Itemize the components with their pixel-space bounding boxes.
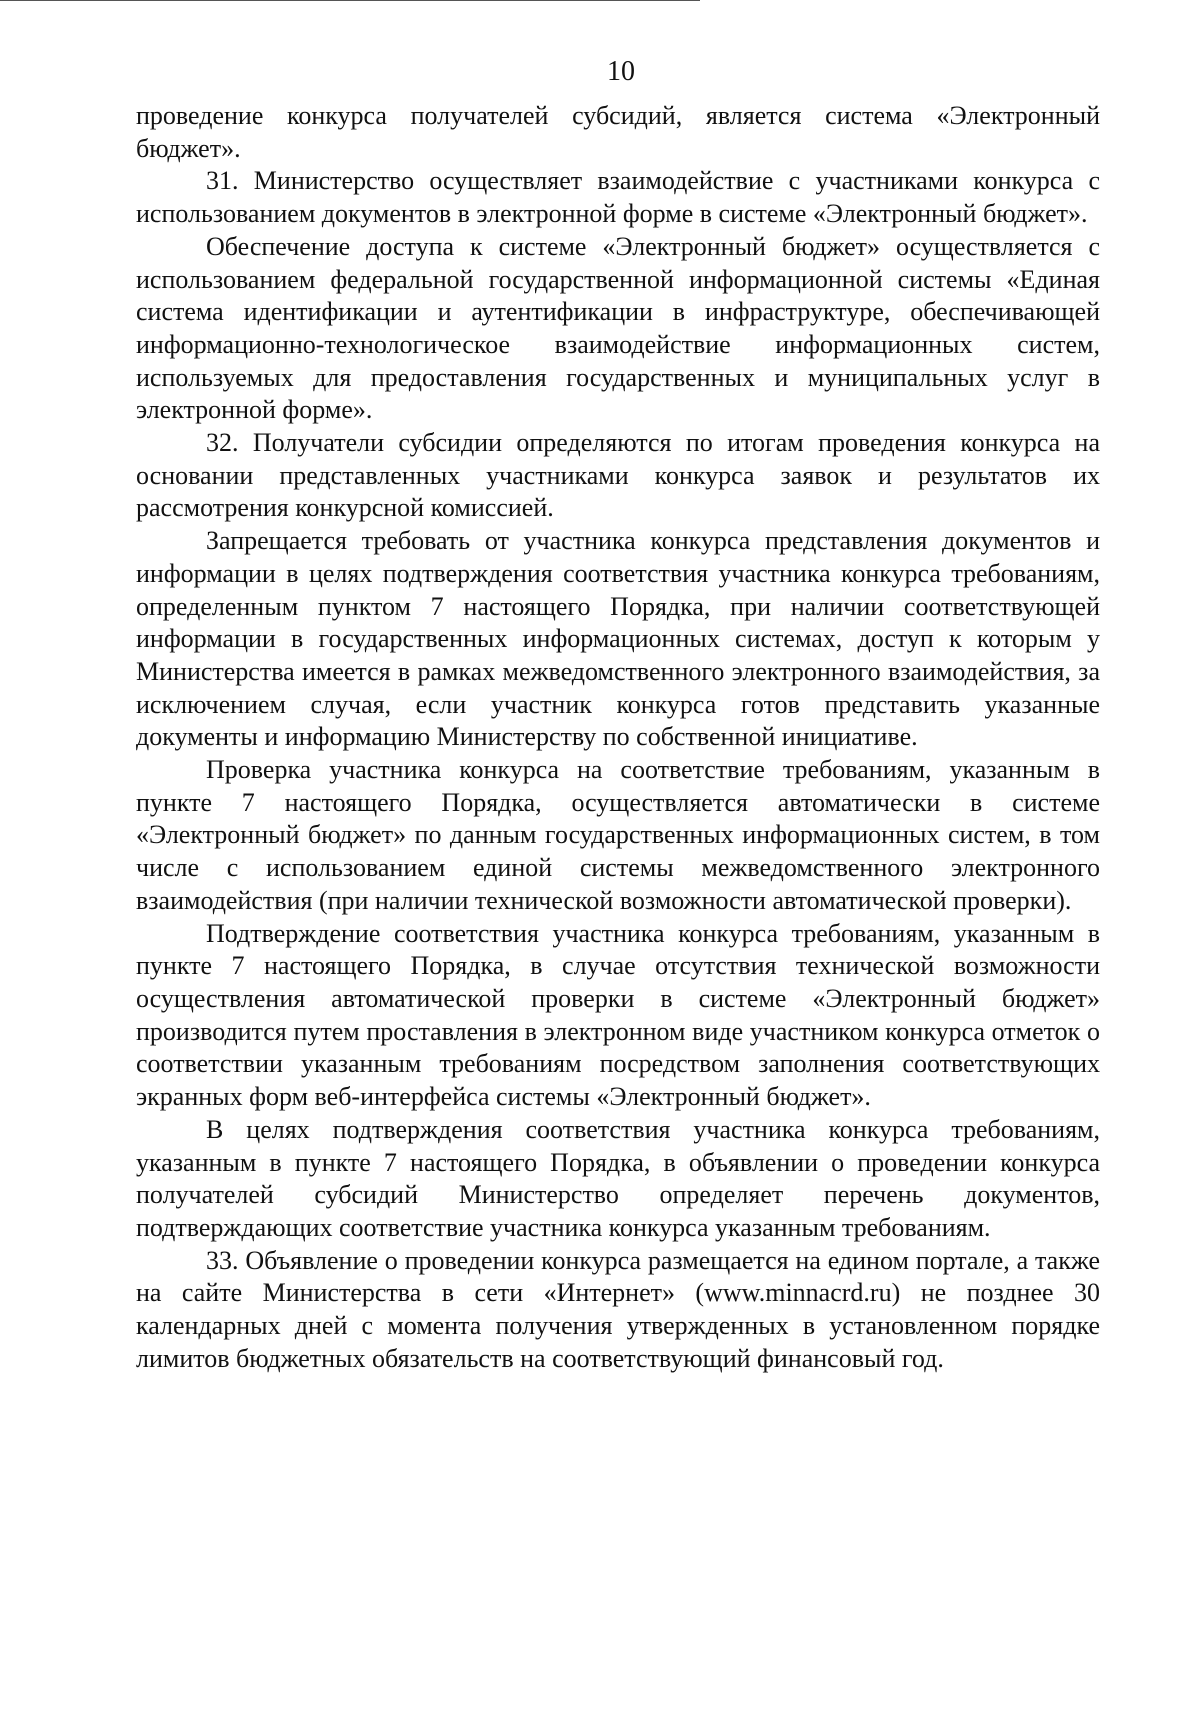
paragraph-access: Обеспечение доступа к системе «Электронный бюджет» осуществляется с использованием федеральной государственной информационной системы «Единая система идентификации и аутентификации в инфраструктуре, обеспечивающей информационно-технологическое взаимодействие информационных систем, используемых для предоставления государственных и муниципальных услуг в электронной форме». bbox=[136, 231, 1100, 425]
paragraph-prohibition: Запрещается требовать от участника конкурса представления документов и информации в целях подтверждения соответствия участника конкурса требованиям, определенным пунктом 7 настоящего Порядка, при наличии соответствующей информации в государственных информационных системах, доступ к которым у Министерства имеется в рамках межведомственного электронного взаимодействия, за исключением случая, если участник конкурса готов представить указанные документы и информацию Министерству по собственной инициативе. bbox=[136, 526, 1100, 752]
page-number: 10 bbox=[607, 56, 635, 87]
paragraph-31: 31. Министерство осуществляет взаимодействие с участниками конкурса с использованием документов в электронной форме в системе «Электронный бюджет». bbox=[136, 166, 1100, 229]
paragraph-33: 33. Объявление о проведении конкурса размещается на едином портале, а также на сайте Министерства в сети «Интернет» (www.minnacrd.ru) не позднее 30 календарных дней с момента получения утвержденных в установленном порядке лимитов бюджетных обязательств на соответствующий финансовый год. bbox=[136, 1245, 1100, 1373]
document-body bbox=[136, 100, 1100, 1375]
paragraph-document-list: В целях подтверждения соответствия участника конкурса требованиям, указанным в пункте 7 настоящего Порядка, в объявлении о проведении конкурса получателей субсидий Министерство определяет перечень документов, подтверждающих соответствие участника конкурса указанным требованиям. bbox=[136, 1114, 1100, 1242]
scan-edge-line bbox=[0, 0, 700, 1]
paragraph-32: 32. Получатели субсидии определяются по итогам проведения конкурса на основании представленных участниками конкурса заявок и результатов их рассмотрения конкурсной комиссией. bbox=[136, 428, 1100, 523]
paragraph-continuation: проведение конкурса получателей субсидий, является система «Электронный бюджет». bbox=[136, 101, 1100, 163]
paragraph-confirmation: Подтверждение соответствия участника конкурса требованиям, указанным в пункте 7 настоящего Порядка, в случае отсутствия технической возможности осуществления автоматической проверки в системе «Электронный бюджет» производится путем проставления в электронном виде участником конкурса отметок о соответствии указанным требованиям посредством заполнения соответствующих экранных форм веб-интерфейса системы «Электронный бюджет». bbox=[136, 918, 1100, 1112]
paragraph-verification: Проверка участника конкурса на соответствие требованиям, указанным в пункте 7 настоящего Порядка, осуществляется автоматически в системе «Электронный бюджет» по данным государственных информационных систем, в том числе с использованием единой системы межведомственного электронного взаимодействия (при наличии технической возможности автоматической проверки). bbox=[136, 755, 1100, 915]
